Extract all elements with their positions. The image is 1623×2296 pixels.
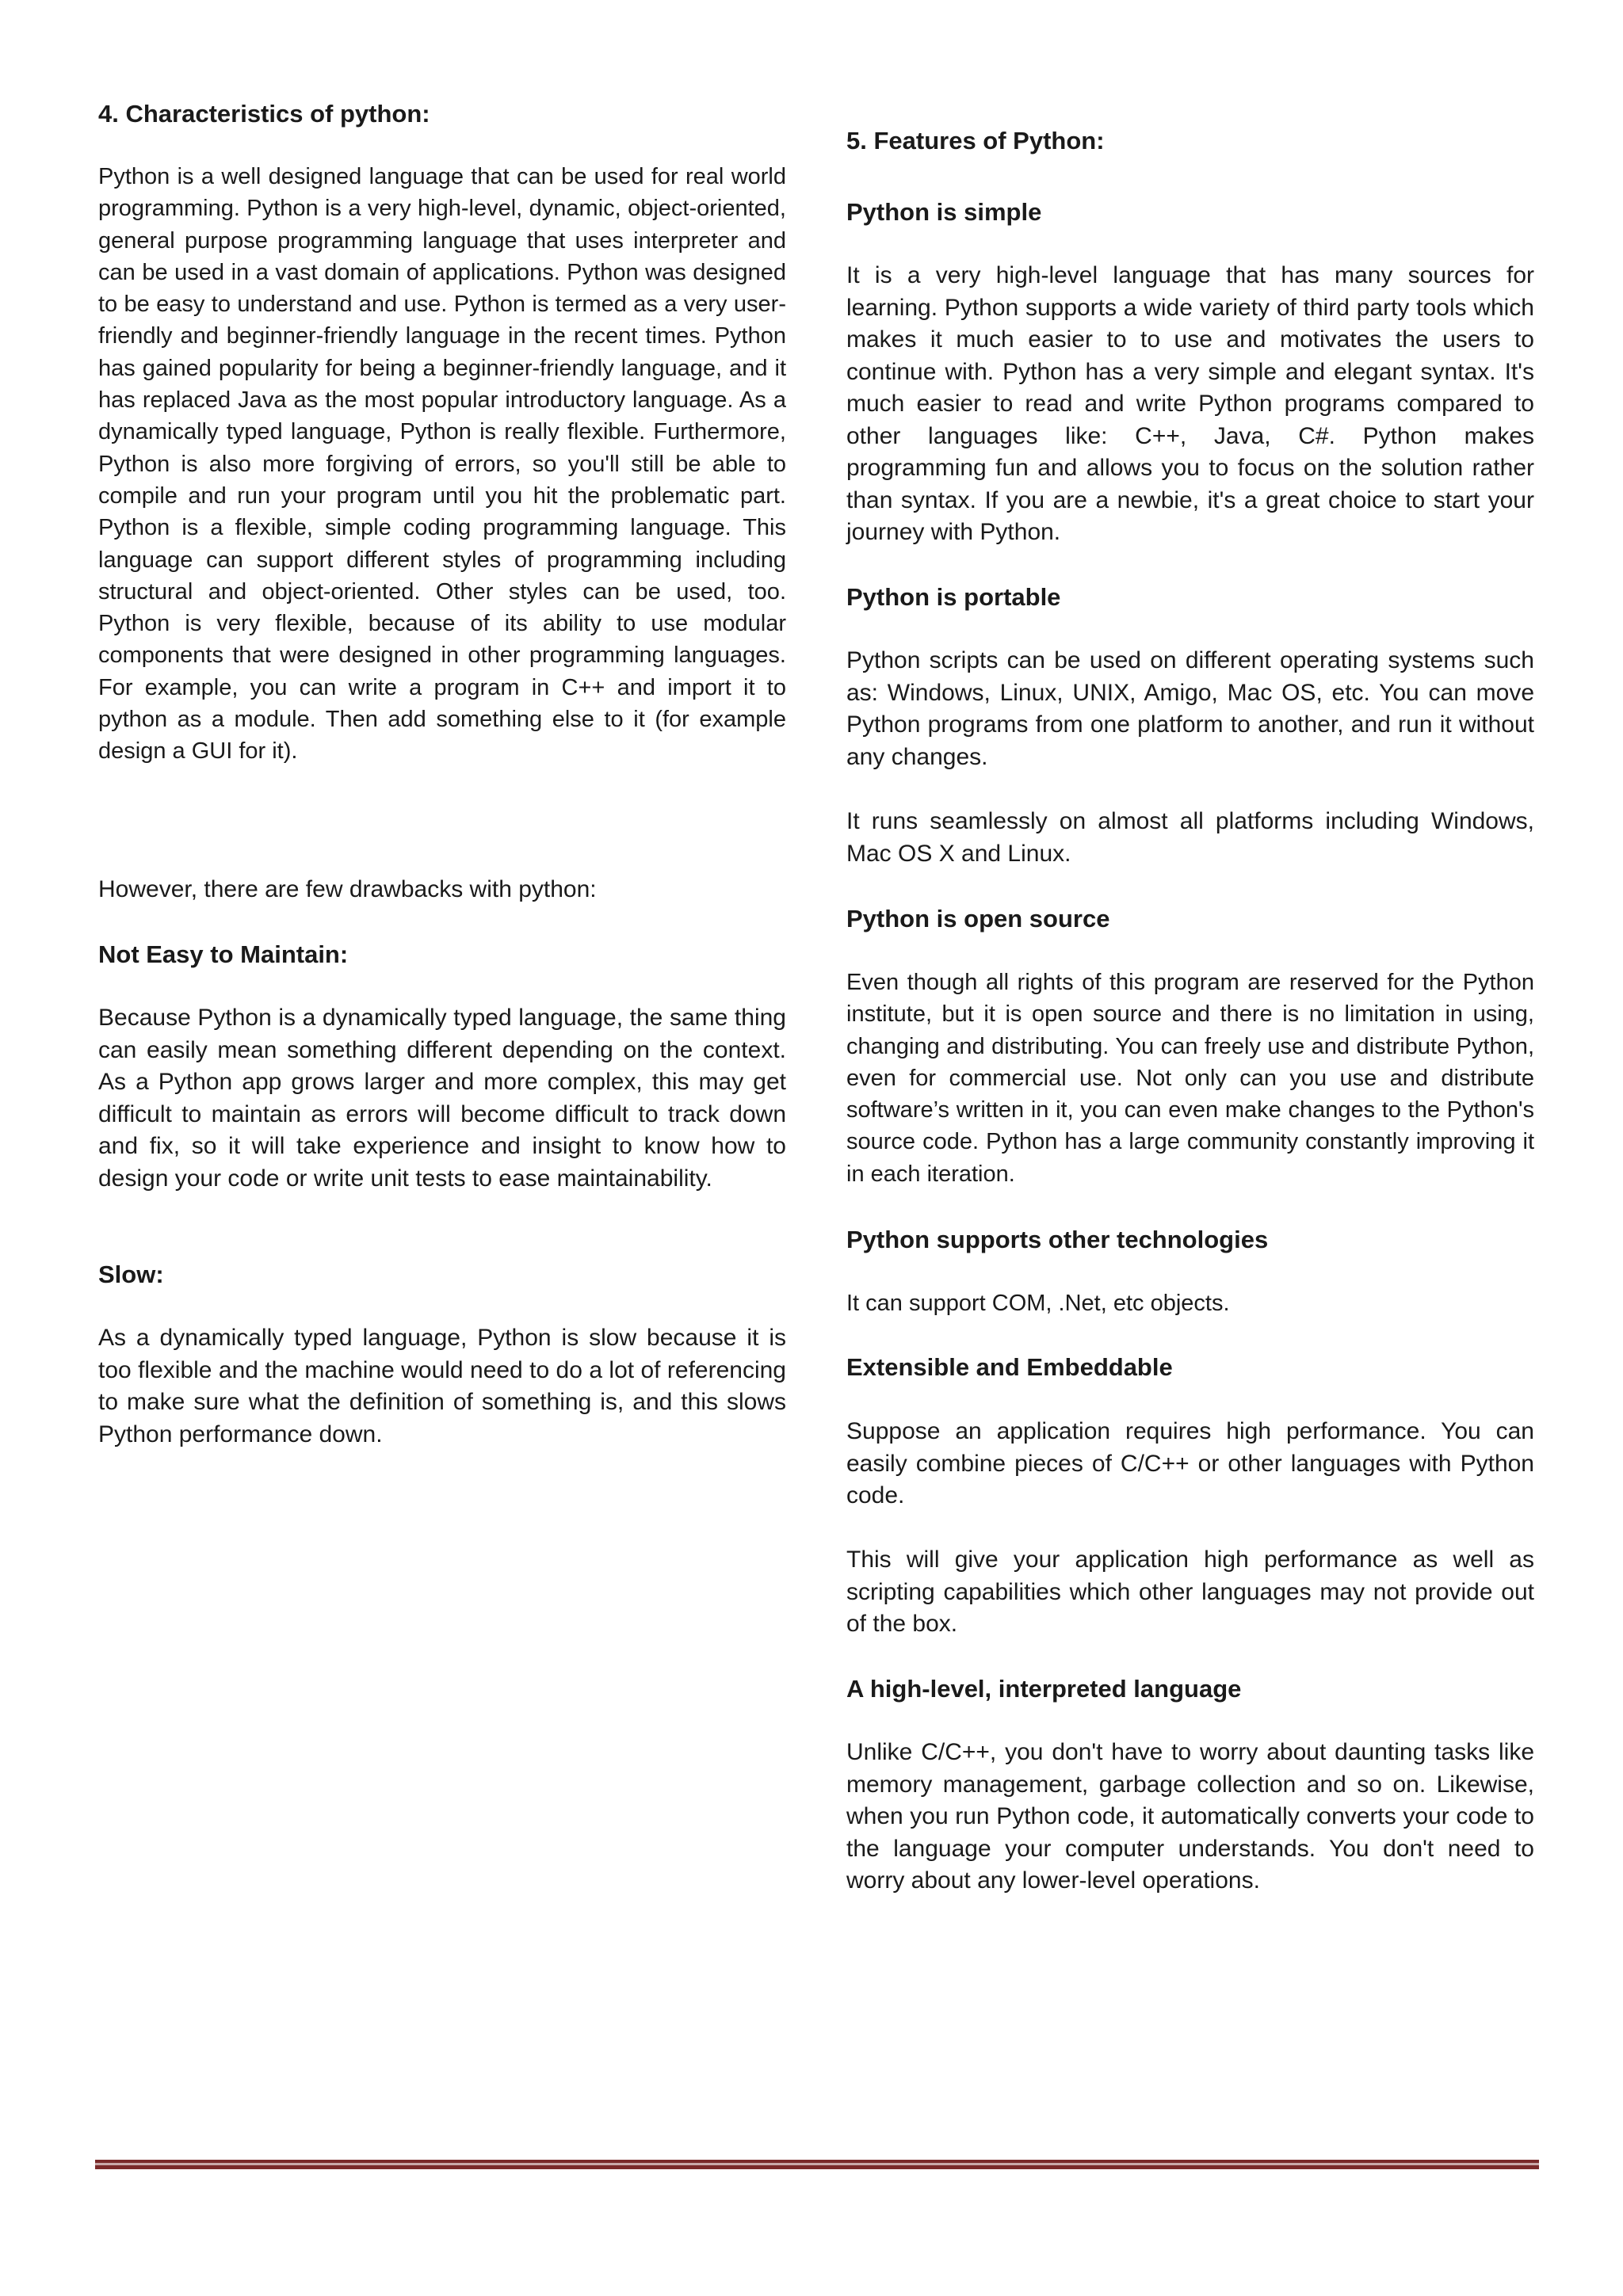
other-technologies-paragraph: It can support COM, .Net, etc objects. (846, 1291, 1230, 1316)
slow-heading: Slow: (98, 1261, 164, 1288)
python-is-open-source-heading: Python is open source (846, 905, 1110, 933)
drawbacks-intro: However, there are few drawbacks with python: (98, 876, 597, 902)
high-level-interpreted-paragraph: Unlike C/C++, you don't have to worry about daunting tasks like memory management, garbage collection and so on. Likewise, when you run Python code, it automatically converts your code to the language your computer understands. You don't need to worry about any lower-level operations. (846, 1739, 1534, 1894)
extensible-embeddable-paragraph-2: This will give your application high performance as well as scripting capabilities which other languages may not provide out of the box. (846, 1547, 1534, 1637)
python-is-open-source-paragraph: Even though all rights of this program are reserved for the Python institute, but it is open source and there is no limitation in using, changing and distributing. You can freely use and distribute Python, even for commercial use. Not only can you use and distribute software’s written in it, you can even make changes to the Python's source code. Python has a large community constantly improving it in each iteration. (846, 970, 1534, 1187)
slow-paragraph: As a dynamically typed language, Python is slow because it is too flexible and the machine would need to do a lot of referencing to make sure what the definition of something is, and this slows Python performance down. (98, 1325, 786, 1447)
python-is-simple-heading: Python is simple (846, 198, 1042, 226)
characteristics-heading: 4. Characteristics of python: (98, 100, 430, 128)
other-technologies-heading: Python supports other technologies (846, 1226, 1269, 1253)
characteristics-paragraph: Python is a well designed language that can be used for real world programming. Python is a very high-level, dynamic, object-oriented, general purpose programming language that uses interpreter and can be used in a vast domain of applications. Python was designed to be easy to understand and use. Python is termed as a very user-friendly and beginner-friendly language in the recent times. Python has gained popularity for being a beginner-friendly language, and it has replaced Java as the most popular introductory language. As a dynamically typed language, Python is really flexible. Furthermore, Python is also more forgiving of errors, so you'll still be able to compile and run your program until you hit the problematic part. Python is a flexible, simple coding programming language. This language can support different styles of programming including structural and object-oriented. Other styles can be used, too. Python is very flexible, because of its ability to use modular components that were designed in other programming languages. For example, you can write a program in C++ and import it to python as a module. Then add something else to it (for example design a GUI for it). (98, 164, 786, 765)
not-easy-to-maintain-heading: Not Easy to Maintain: (98, 940, 349, 968)
python-is-portable-paragraph-2: It runs seamlessly on almost all platforms including Windows, Mac OS X and Linux. (846, 808, 1534, 867)
high-level-interpreted-heading: A high-level, interpreted language (846, 1675, 1242, 1703)
python-is-portable-heading: Python is portable (846, 583, 1061, 611)
python-is-simple-paragraph: It is a very high-level language that has many sources for learning. Python supports a wide variety of third party tools which makes it much easier to to use and motivates the users to continue with. Python has a very simple and elegant syntax. It's much easier to read and write Python programs compared to other languages like: C++, Java, C#. Python makes programming fun and allows you to focus on the solution rather than syntax. If you are a newbie, it's a great choice to start your journey with Python. (846, 262, 1534, 545)
footer-divider (95, 2160, 1539, 2169)
extensible-embeddable-heading: Extensible and Embeddable (846, 1353, 1173, 1381)
not-easy-to-maintain-paragraph: Because Python is a dynamically typed language, the same thing can easily mean something different depending on the context. As a Python app grows larger and more complex, this may get difficult to maintain as errors will become difficult to track down and fix, so it will take experience and insight to know how to design your code or write unit tests to ease maintainability. (98, 1005, 786, 1192)
extensible-embeddable-paragraph-1: Suppose an application requires high performance. You can easily combine pieces of C/C++ or other languages with Python code. (846, 1418, 1534, 1508)
features-heading: 5. Features of Python: (846, 127, 1105, 154)
python-is-portable-paragraph-1: Python scripts can be used on different operating systems such as: Windows, Linux, UNIX, Amigo, Mac OS, etc. You can move Python programs from one platform to another, and run it without any changes. (846, 647, 1534, 770)
